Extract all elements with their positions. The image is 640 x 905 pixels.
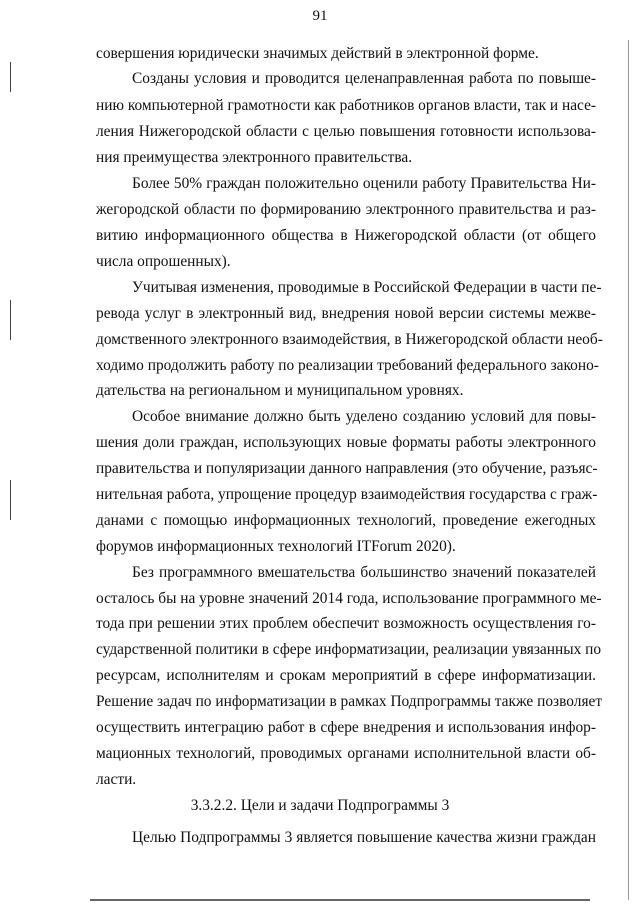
page-number: 91 (312, 8, 328, 24)
text-line: Учитывая изменения, проводимые в Российской Федерации в части пе- (132, 279, 602, 296)
text-line: тода при решении этих проблем обеспечит возможность осуществления го- (96, 615, 596, 632)
text-line: осуществить интеграцию работ в сфере внедрения и использования инфор- (96, 719, 596, 736)
text-line: домственного электронного взаимодействия, в Нижегородской области необ- (96, 331, 603, 348)
text-line: дательства на региональном и муниципальном уровнях. (96, 382, 464, 399)
text-line: форумов информационных технологий ITForum 2020). (96, 538, 456, 555)
text-line: данами с помощью информационных технологий, проведение ежегодных (96, 512, 596, 529)
text-line: Более 50% граждан положительно оценили работу Правительства Ни- (132, 175, 596, 192)
text-line: Особое внимание должно быть уделено созданию условий для повы- (132, 408, 596, 425)
text-line: осталось бы на уровне значений 2014 года, использование программного ме- (96, 590, 602, 607)
text-line: мационных технологий, проводимых органами исполнительной власти об- (96, 745, 596, 762)
text-line: шения доли граждан, использующих новые форматы работы электронного (96, 434, 596, 451)
text-line: числа опрошенных). (96, 253, 231, 270)
scan-edge-mark (10, 62, 11, 92)
text-line: витию информационного общества в Нижегородской области (от общего (96, 227, 596, 244)
text-line: Без программного вмешательства большинство значений показателей (132, 564, 596, 581)
text-line: нию компьютерной грамотности как работников органов власти, так и насе- (96, 97, 597, 114)
scan-edge-mark (628, 40, 629, 900)
text-line: ния преимущества электронного правительства. (96, 149, 413, 166)
text-line: Созданы условия и проводится целенаправленная работа по повыше- (132, 70, 596, 87)
text-line: ласти. (96, 771, 137, 788)
scan-bottom-artifact (90, 899, 590, 901)
text-line: сударственной политики в сфере информатизации, реализации увязанных по (96, 641, 602, 658)
text-line: ресурсам, исполнителям и срокам мероприятий в сфере информатизации. (96, 667, 596, 684)
text-line: ления Нижегородской области с целью повышения готовности использова- (96, 123, 596, 140)
section-heading: 3.3.2.2. Цели и задачи Подпрограммы 3 (190, 797, 450, 814)
text-line: совершения юридически значимых действий в электронной форме. (96, 45, 539, 62)
text-line: ревода услуг в электронный вид, внедрения новой версии системы межве- (96, 305, 596, 322)
text-line: правительства и популяризации данного направления (это обучение, разъяс- (96, 460, 598, 477)
text-line: нительная работа, упрощение процедур взаимодействия государства с граж- (96, 486, 598, 503)
text-line: Целью Подпрограммы 3 является повышение качества жизни граждан (132, 829, 596, 846)
text-line: Решение задач по информатизации в рамках Подпрограммы также позволяет (96, 693, 603, 710)
scan-edge-mark (10, 480, 11, 520)
scan-edge-mark (10, 300, 11, 340)
text-line: жегородской области по формированию электронного правительства и раз- (96, 201, 596, 218)
text-line: ходимо продолжить работу по реализации требований федерального законо- (96, 357, 599, 374)
